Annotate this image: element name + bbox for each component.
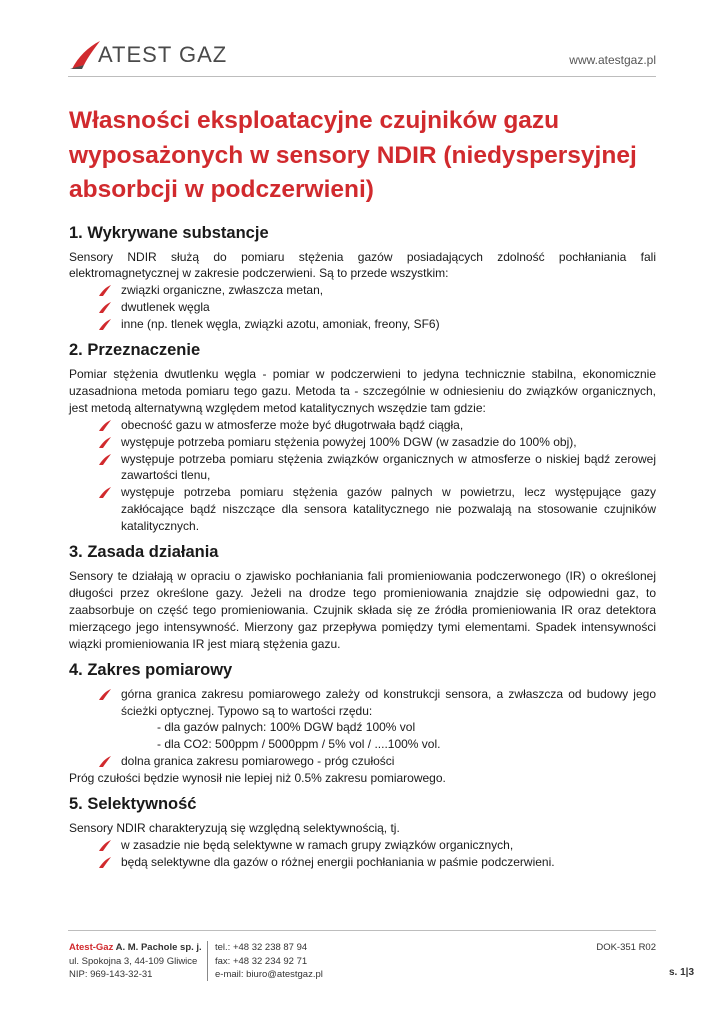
red-swoosh-bullet-icon [98,755,112,768]
page-number: s. 1|3 [669,967,695,978]
list-item [121,299,656,316]
document-body [69,104,656,871]
section-1-heading: 1. Wykrywane substancje [69,223,269,242]
company-name [69,941,204,955]
red-swoosh-bullet-icon [98,486,112,499]
logo-word-1: ATEST [98,42,172,67]
section-4-list-2 [121,753,656,770]
section-1-list [121,282,656,333]
logo-swoosh-icon [68,39,102,71]
list-item-text: dolna granica zakresu pomiarowego - próg czułości [121,754,395,769]
list-item [121,434,656,451]
list-item-text: inne (np. tlenek węgla, związki azotu, amoniak, freony, SF6) [121,317,440,332]
section-4-outro: Próg czułości będzie wynosił nie lepiej niż 0.5% zakresu pomiarowego. [69,771,446,786]
contact-email[interactable]: e-mail: biuro@atestgaz.pl [215,969,323,980]
section-3-body: Sensory te działają w opraciu o zjawisko pochłaniania fali promieniowania podczerwonego (IR) o określonej długości przez określone gazy. Jeżeli na drodze tego promieniowania znajdzie się odpowiedni gaz, to zaabsorbuje on część tego promieniowania. Czujnik składa się ze źródła promieniowania IR oraz detektora mierzącego jego intensywność. Mierzony gaz przepływa pomiędzy tymi elementami. Spadek intensywności wiązki promieniowania IR jest miarą stężenia gazu. [69,569,656,651]
company-logo [68,38,227,72]
contact-fax: fax: +48 32 234 92 71 [215,955,308,967]
website-link[interactable]: www.atestgaz.pl [569,53,656,67]
red-swoosh-bullet-icon [98,318,112,331]
red-swoosh-bullet-icon [98,839,112,852]
footer-contact-block [215,941,375,982]
range-sub-item: - dla gazów palnych: 100% DGW bądź 100% vol [157,720,416,735]
list-item [121,484,656,535]
list-item-text: dwutlenek węgla [121,300,210,315]
company-legal-name: A. M. Pachole sp. j. [113,942,202,953]
logo-word-2: GAZ [179,42,228,67]
list-item-text: będą selektywne dla gazów o różnej energii pochłaniania w paśmie podczerwieni. [121,854,555,869]
section-5-list [121,837,656,871]
red-swoosh-bullet-icon [98,419,112,432]
list-item-text: obecność gazu w atmosferze może być długotrwała bądź ciągła, [121,417,464,432]
document-id: DOK-351 R02 [596,942,656,953]
contact-phone: tel.: +48 32 238 87 94 [215,942,308,953]
section-4-list [121,686,656,720]
list-item [121,837,656,854]
logo-wordmark [98,42,227,68]
footer-column-divider [207,941,208,981]
red-swoosh-bullet-icon [98,688,112,701]
company-brand: Atest-Gaz [69,942,114,953]
red-swoosh-bullet-icon [98,284,112,297]
company-nip: NIP: 969-143-32-31 [69,969,153,980]
company-address: ul. Spokojna 3, 44-109 Gliwice [69,955,198,967]
list-item [121,316,656,333]
section-3-heading: 3. Zasada działania [69,543,219,562]
range-sub-item: - dla CO2: 500ppm / 5000ppm / 5% vol / ....100% vol. [157,737,441,752]
list-item [121,854,656,871]
red-swoosh-bullet-icon [98,301,112,314]
list-item [121,282,656,299]
red-swoosh-bullet-icon [98,453,112,466]
section-1-intro: Sensory NDIR służą do pomiaru stężenia gazów posiadających zdolność pochłaniania fali elektromagnetycznej w zakresie podczerwieni. Są to przede wszystkim: [69,249,656,281]
footer-company-block [69,941,204,982]
section-2-heading: 2. Przeznaczenie [69,341,201,360]
page-header [68,38,656,74]
red-swoosh-bullet-icon [98,436,112,449]
section-4-heading: 4. Zakres pomiarowy [69,660,233,679]
footer-divider [68,930,656,931]
section-5-intro: Sensory NDIR charakteryzują się względną selektywnością, tj. [69,821,400,836]
list-item [121,686,656,720]
list-item [121,753,656,770]
list-item-text: występuje potrzeba pomiaru stężenia powyżej 100% DGW (w zasadzie do 100% obj), [121,434,577,449]
section-2-list [121,417,656,535]
red-swoosh-bullet-icon [98,856,112,869]
page-title: Własności eksploatacyjne czujników gazu wyposażonych w sensory NDIR (niedyspersyjnej absorbcji w podczerwieni) [69,107,637,203]
list-item [121,451,656,485]
list-item [121,417,656,434]
section-5-heading: 5. Selektywność [69,795,197,814]
section-2-intro: Pomiar stężenia dwutlenku węgla - pomiar w podczerwieni to jedyna technicznie stabilna, ekonomicznie uzasadniona metoda pomiaru tego gazu. Metoda ta - szczególnie w odniesieniu do związków organicznych, jest metodą alternatywną względem metod katalitycznych wszędzie tam gdzie: [69,367,656,415]
list-item-text: występuje potrzeba pomiaru stężenia związków organicznych w atmosferze o niskiej bądź zerowej zawartości tlenu, [121,451,656,483]
list-item-text: związki organiczne, zwłaszcza metan, [121,283,324,298]
list-item-text: górna granica zakresu pomiarowego zależy od konstrukcji sensora, a zwłaszcza od budowy jego ścieżki optycznej. Typowo są to wartości rzędu: [121,686,656,718]
header-divider [68,76,656,77]
list-item-text: występuje potrzeba pomiaru stężenia gazów palnych w powietrzu, lecz występujące gazy zakłócające bądź niszczące dla sensora katalitycznego nie pozwalają na stosowanie czujników katalitycznych. [121,485,656,534]
list-item-text: w zasadzie nie będą selektywne w ramach grupy związków organicznych, [121,837,514,852]
